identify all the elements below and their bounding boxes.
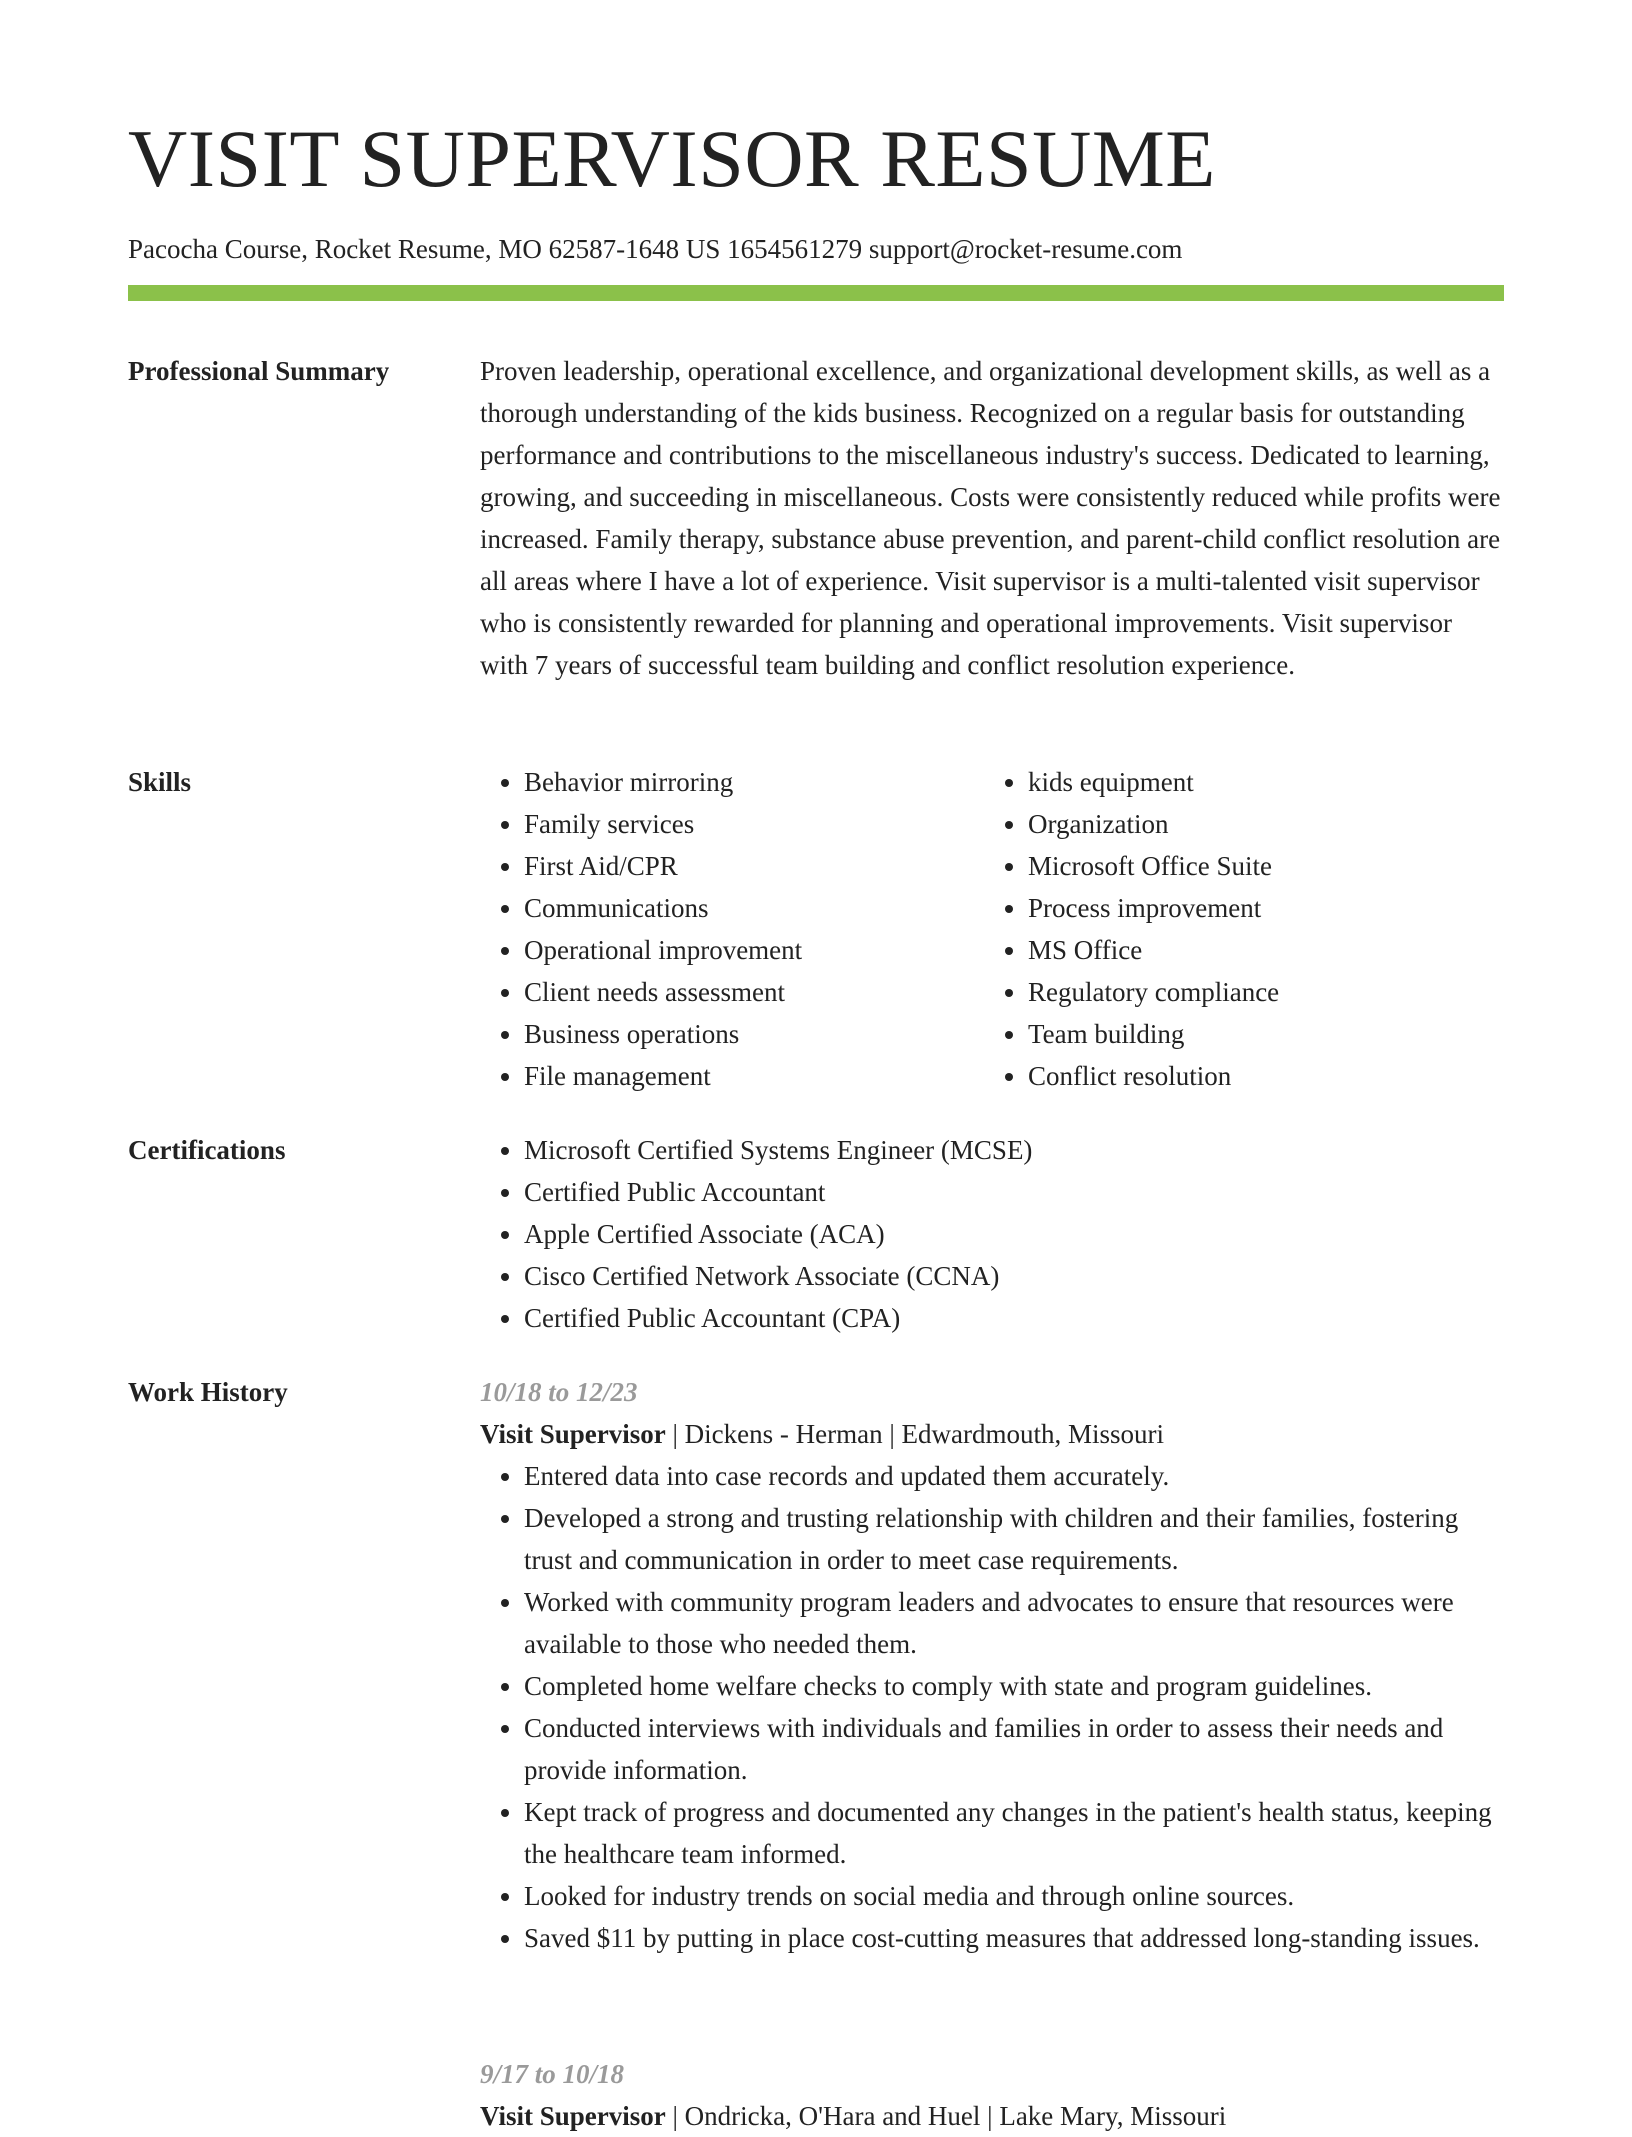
work-history-label: Work History <box>128 1377 288 1407</box>
list-item: • Conducted interviews with individuals and families in order to assess their needs and provide information. <box>524 1707 1504 1791</box>
list-item: • MS Office <box>1028 929 1488 971</box>
list-item: • Completed home welfare checks to comply with state and program guidelines. <box>524 1665 1504 1707</box>
job-date: 9/17 to 10/18 <box>480 2059 625 2089</box>
list-item: • Developed a strong and trusting relationship with children and their families, fostering trust and communication in order to meet case requirements. <box>524 1497 1504 1581</box>
header-divider <box>128 285 1504 301</box>
certifications-list <box>480 1129 1504 1339</box>
list-item: • Behavior mirroring <box>524 761 984 803</box>
certifications-label: Certifications <box>128 1135 286 1165</box>
list-item: • Cisco Certified Network Associate (CCNA) <box>524 1255 1504 1297</box>
list-item: • Certified Public Accountant <box>524 1171 1504 1213</box>
list-item: • Client needs assessment <box>524 971 984 1013</box>
list-item: • Saved $11 by putting in place cost-cutting measures that addressed long-standing issues. <box>524 1917 1504 1959</box>
resume-title: VISIT SUPERVISOR RESUME <box>128 113 1216 204</box>
work-history-body <box>480 1371 1504 2131</box>
list-item: • Regulatory compliance <box>1028 971 1488 1013</box>
list-item: • Microsoft Office Suite <box>1028 845 1488 887</box>
certifications-body <box>480 1129 1504 1339</box>
list-item: • Operational improvement <box>524 929 984 971</box>
job-entry <box>480 1371 1504 1959</box>
list-item: • Process improvement <box>1028 887 1488 929</box>
list-item: • Worked with community program leaders and advocates to ensure that resources were available to those who needed them. <box>524 1581 1504 1665</box>
job-entry <box>480 2053 1504 2137</box>
job-title-line <box>480 1413 1504 1455</box>
list-item: • File management <box>524 1055 984 1097</box>
summary-text: Proven leadership, operational excellence, and organizational development skills, as well as a thorough understanding of the kids business. Recognized on a regular basis for outstanding performance and contributions to the miscellaneous industry's success. Dedicated to learning, growing, and succeeding in miscellaneous. Costs were consistently reduced while profits were increased. Family therapy, substance abuse prevention, and parent-child conflict resolution are all areas where I have a lot of experience. Visit supervisor is a multi-talented visit supervisor who is consistently rewarded for planning and operational improvements. Visit supervisor with 7 years of successful team building and conflict resolution experience. <box>480 356 1501 680</box>
list-item: • Certified Public Accountant (CPA) <box>524 1297 1504 1339</box>
skills-label: Skills <box>128 767 192 797</box>
summary-body <box>480 350 1504 686</box>
list-item: • Entered data into case records and updated them accurately. <box>524 1455 1504 1497</box>
list-item: • Microsoft Certified Systems Engineer (MCSE) <box>524 1129 1504 1171</box>
list-item: • kids equipment <box>1028 761 1488 803</box>
job-role: Visit Supervisor <box>480 2101 666 2131</box>
skills-list-right <box>984 761 1488 1097</box>
list-item: • Business operations <box>524 1013 984 1055</box>
list-item: • Team building <box>1028 1013 1488 1055</box>
skills-list-left <box>480 761 984 1097</box>
list-item: • First Aid/CPR <box>524 845 984 887</box>
job-details: | Dickens - Herman | Edwardmouth, Missouri <box>665 1419 1164 1449</box>
list-item: • Communications <box>524 887 984 929</box>
list-item: • Kept track of progress and documented any changes in the patient's health status, keeping the healthcare team informed. <box>524 1791 1504 1875</box>
list-item: • Conflict resolution <box>1028 1055 1488 1097</box>
list-item: • Looked for industry trends on social media and through online sources. <box>524 1875 1504 1917</box>
job-date: 10/18 to 12/23 <box>480 1377 638 1407</box>
job-title-line <box>480 2095 1504 2137</box>
contact-line: Pacocha Course, Rocket Resume, MO 62587-1648 US 1654561279 support@rocket-resume.com <box>128 234 1183 264</box>
list-item: • Family services <box>524 803 984 845</box>
summary-label: Professional Summary <box>128 356 390 386</box>
job-role: Visit Supervisor <box>480 1419 666 1449</box>
skills-body <box>480 761 1504 1097</box>
job-details: | Ondricka, O'Hara and Huel | Lake Mary, Missouri <box>665 2101 1227 2131</box>
list-item: • Organization <box>1028 803 1488 845</box>
list-item: • Apple Certified Associate (ACA) <box>524 1213 1504 1255</box>
job-bullets <box>480 1455 1504 1959</box>
skills-columns <box>480 761 1504 1097</box>
